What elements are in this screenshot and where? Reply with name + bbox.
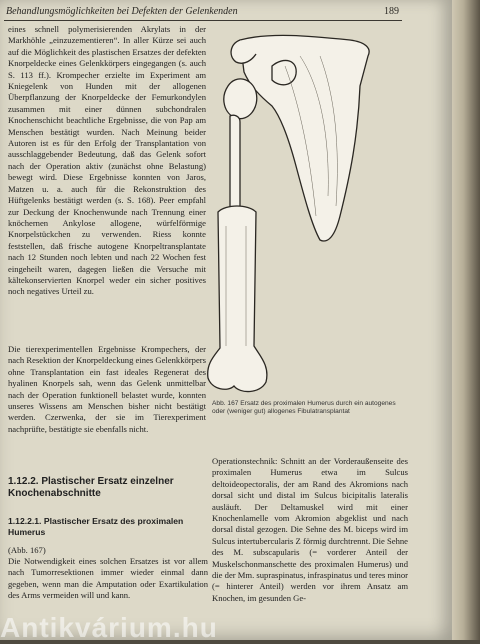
- fibula-graft-drawing: [230, 115, 240, 219]
- page-number: 189: [384, 6, 399, 17]
- humeral-head-drawing: [224, 79, 257, 119]
- humerus-drawing: [208, 206, 267, 392]
- operation-technique-paragraph: Operationstechnik: Schnitt an der Vorderaußenseite des proximalen Humerus etwa im Sulcus deltoideopectoralis, der am Rand des Akromions nach dorsal sicht und distal im Sulcus bicipitalis lateralis ausläuft. Der Deltamuskel wird mit einer Knochenlamelle vom Akromion abgeklist und nach dorsal distal gezogen. Die Sehne des M. biceps wird im Sulcus intertubercularis Z förmig durchtrennt. Die Sehne des M. subscapularis (= vorderer Anteil der Muskelschonmanschette des proximalen Humerus) und die der Mm. supraspinatus, infraspinatus und teres minor (= hinterer Anteil) werden vor ihrem Ansatz am Knochen, im gesunden Ge-: [212, 456, 408, 603]
- section-heading-1-12-2: 1.12.2. Plastischer Ersatz einzelner Knochenabschnitte: [8, 476, 174, 499]
- figure-caption: Abb. 167 Ersatz des proximalen Humerus durch ein autogenes oder (weniger gut) allogenes Fibulatransplantat: [212, 400, 396, 416]
- body-paragraph-2: Die tierexperimentellen Ergebnisse Krompechers, der nach Resektion der Knorpeldeckung eines Gelenkkörpers ohne Transplantation ein fast ideales Regenerat des hyalinen Knorpels sah, wenn das Gelenk unmittelbar nach der Operation funktionell belastet wurde, konnten unseres Wissens am Menschen bisher nicht bestätigt werden. Czerwenka, der sie im Tierexperiment nachprüfte, bestätigte sie ebenfalls nicht.: [8, 344, 206, 434]
- watermark: Antikvárium.hu: [0, 612, 218, 643]
- figure-reference: (Abb. 167): [8, 545, 46, 555]
- page-edge: [452, 0, 480, 640]
- running-head: Behandlungsmöglichkeiten bei Defekten der Gelenkenden: [6, 6, 238, 17]
- subsection-heading-1-12-2-1: 1.12.2.1. Plastischer Ersatz des proximalen Humerus: [8, 516, 184, 537]
- body-paragraph-3: Die Notwendigkeit eines solchen Ersatzes ist vor allem nach Tumorresektionen immer wieder einmal dann gegeben, wenn man die Amputation oder Exartikulation des Arms vermeiden will und kann.: [8, 556, 208, 601]
- body-paragraph-1: eines schnell polymerisierenden Akrylats in der Markhöhle „einzuzementieren“. In aller Kürze sei auch auf die Möglichkeit des plastischen Ersatzes der defekten Knorpeldecke eines Gelenkkörpers eingegangen (s. auch S. 113 ff.). Krompecher erzielte im Experiment am Kniegelenk von Hunden mit der allogenen Überpflanzung der Knorpeldecke der Femurkondylen zusammen mit einer dünnen subchondralen Knochenschicht beachtliche Ergebnisse, die von Pap am Menschen bestätigt wurden. Nach Meinung beider Autoren ist es für den Erfolg der Transplantation von ausschlaggebender Bedeutung, daß das Gelenk sofort nach der Operation aktiv (zunächst ohne Belastung) bewegt wird. Diese Ergebnisse konnten von Jaros, Matzen u. a. auch für die Rekonstruktion des Hüftgelenks bestätigt werden (s. S. 168). Peer empfahl zur Deckung der Knochenwunde nach Trennung einer knöchernen Ankylose allogene, würfelförmige Knorpelstückchen zu verwenden. Riess konnte feststellen, daß frische autogene Knorpeltransplantate nach 12 Stunden noch lebten und nach 22 Wochen fest eingeheilt waren, dagegen ließen die Versuche mit kältekonservierten Knorpel weder ein sicher positives noch negatives Urteil zu.: [8, 24, 206, 297]
- figure-167: [200, 26, 410, 400]
- header-rule: [4, 20, 402, 21]
